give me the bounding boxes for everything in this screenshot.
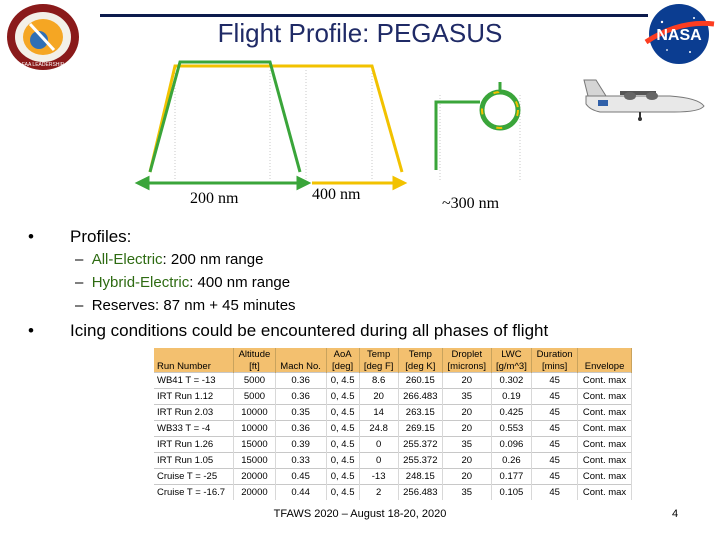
- table-cell: 20: [442, 469, 491, 485]
- all-electric-range-label: 200 nm: [190, 190, 239, 207]
- table-cell: 0.36: [275, 373, 326, 389]
- table-cell: 256.483: [398, 485, 442, 501]
- table-cell: 5000: [234, 389, 275, 405]
- table-cell: 0.302: [491, 373, 532, 389]
- table-cell: 0.096: [491, 437, 532, 453]
- table-cell: 0.425: [491, 405, 532, 421]
- table-cell: 10000: [234, 421, 275, 437]
- table-header-cell: [deg]: [326, 360, 359, 373]
- table-cell: 248.15: [398, 469, 442, 485]
- table-cell: Cruise T = -25: [154, 469, 234, 485]
- table-cell: 255.372: [398, 453, 442, 469]
- table-cell: 0.35: [275, 405, 326, 421]
- table-cell: 0.177: [491, 469, 532, 485]
- table-cell: 0, 4.5: [326, 373, 359, 389]
- table-cell: 0.36: [275, 421, 326, 437]
- table-header-cell: [mins]: [532, 360, 578, 373]
- aircraft-icon: [584, 80, 704, 121]
- table-cell: 0.44: [275, 485, 326, 501]
- table-cell: 0.26: [491, 453, 532, 469]
- reserve-profile-line: [436, 102, 480, 170]
- table-header-top-cell: Altitude: [234, 348, 275, 360]
- table-cell: Cruise T = -16.7: [154, 485, 234, 501]
- table-cell: 0, 4.5: [326, 453, 359, 469]
- table-cell: 0, 4.5: [326, 405, 359, 421]
- bullet-profiles: Profiles:: [70, 227, 132, 246]
- table-cell: Cont. max: [578, 373, 632, 389]
- table-header-top-cell: [578, 348, 632, 360]
- table-header-cell: Envelope: [578, 360, 632, 373]
- table-header-cell: Mach No.: [275, 360, 326, 373]
- table-cell: 2: [359, 485, 398, 501]
- table-cell: 20: [442, 373, 491, 389]
- table-row: [154, 389, 632, 405]
- table-cell: 45: [532, 389, 578, 405]
- table-header-top-cell: [275, 348, 326, 360]
- table-cell: 20000: [234, 469, 275, 485]
- icing-conditions-table-wrap: [154, 348, 632, 506]
- reserve-range-label: ~300 nm: [442, 195, 500, 212]
- holding-loop: [482, 92, 518, 128]
- highlight-all-electric: All-Electric: [91, 251, 163, 268]
- table-header-top-cell: [154, 348, 234, 360]
- table-cell: 10000: [234, 405, 275, 421]
- table-cell: 20000: [234, 485, 275, 501]
- table-row: [154, 405, 632, 421]
- table-header-cell: Run Number: [154, 360, 234, 373]
- table-cell: 24.8: [359, 421, 398, 437]
- table-cell: 0.33: [275, 453, 326, 469]
- table-cell: Cont. max: [578, 469, 632, 485]
- table-cell: WB33 T = -4: [154, 421, 234, 437]
- table-cell: 45: [532, 421, 578, 437]
- table-cell: 15000: [234, 453, 275, 469]
- table-cell: IRT Run 1.26: [154, 437, 234, 453]
- table-cell: 45: [532, 405, 578, 421]
- logo-text: FAA LEADERSHIP: [21, 62, 65, 68]
- table-cell: 260.15: [398, 373, 442, 389]
- table-cell: -13: [359, 469, 398, 485]
- table-cell: 8.6: [359, 373, 398, 389]
- table-cell: 0.105: [491, 485, 532, 501]
- table-cell: IRT Run 1.12: [154, 389, 234, 405]
- table-cell: 0, 4.5: [326, 421, 359, 437]
- table-cell: 35: [442, 485, 491, 501]
- table-cell: 255.372: [398, 437, 442, 453]
- table-cell: 20: [442, 453, 491, 469]
- table-cell: Cont. max: [578, 421, 632, 437]
- bullet-icing: Icing conditions could be encountered during all phases of flight: [70, 321, 549, 340]
- table-header-top-cell: Temp: [398, 348, 442, 360]
- table-cell: 20: [442, 405, 491, 421]
- table-cell: 0, 4.5: [326, 389, 359, 405]
- table-header-cell: [microns]: [442, 360, 491, 373]
- table-cell: 45: [532, 485, 578, 501]
- table-cell: 0.39: [275, 437, 326, 453]
- table-cell: 0, 4.5: [326, 437, 359, 453]
- table-cell: Cont. max: [578, 437, 632, 453]
- table-row: [154, 453, 632, 469]
- bullet-marker: •: [28, 321, 34, 340]
- footer-text: TFAWS 2020 – August 18-20, 2020: [273, 508, 447, 520]
- table-cell: 269.15: [398, 421, 442, 437]
- table-cell: 0.553: [491, 421, 532, 437]
- icing-conditions-table: [154, 348, 632, 500]
- table-cell: 0: [359, 453, 398, 469]
- table-cell: 0: [359, 437, 398, 453]
- nasa-logo-text: NASA: [656, 27, 702, 44]
- table-row: [154, 485, 632, 501]
- table-header-cell: [deg F]: [359, 360, 398, 373]
- slide-title: Flight Profile: PEGASUS: [217, 18, 503, 48]
- table-cell: 45: [532, 453, 578, 469]
- table-cell: IRT Run 1.05: [154, 453, 234, 469]
- table-row: [154, 421, 632, 437]
- table-cell: 20: [442, 421, 491, 437]
- table-cell: IRT Run 2.03: [154, 405, 234, 421]
- hybrid-range-label: 400 nm: [312, 186, 361, 203]
- table-cell: 0.19: [491, 389, 532, 405]
- subbullet-all-electric: – All-Electric: 200 nm range: [75, 251, 264, 268]
- table-cell: 45: [532, 437, 578, 453]
- table-row: [154, 437, 632, 453]
- table-row: [154, 469, 632, 485]
- table-cell: 15000: [234, 437, 275, 453]
- table-cell: 0, 4.5: [326, 469, 359, 485]
- table-header-top-cell: Duration: [532, 348, 578, 360]
- table-cell: 5000: [234, 373, 275, 389]
- table-cell: 0.45: [275, 469, 326, 485]
- table-cell: 20: [359, 389, 398, 405]
- table-header-cell: [ft]: [234, 360, 275, 373]
- table-cell: 35: [442, 437, 491, 453]
- table-header-top-cell: Temp: [359, 348, 398, 360]
- table-header-cell: [deg K]: [398, 360, 442, 373]
- table-header-top-cell: AoA: [326, 348, 359, 360]
- table-cell: 0, 4.5: [326, 485, 359, 501]
- table-cell: WB41 T = -13: [154, 373, 234, 389]
- table-cell: Cont. max: [578, 453, 632, 469]
- table-header-top-cell: Droplet: [442, 348, 491, 360]
- table-header-cell: [g/m^3]: [491, 360, 532, 373]
- table-header-top-cell: LWC: [491, 348, 532, 360]
- table-cell: 35: [442, 389, 491, 405]
- table-header-row-bottom: [154, 360, 632, 373]
- table-cell: 45: [532, 469, 578, 485]
- table-cell: 0.36: [275, 389, 326, 405]
- page-number: 4: [672, 508, 679, 520]
- table-cell: 263.15: [398, 405, 442, 421]
- subbullet-hybrid-electric: – Hybrid-Electric: 400 nm range: [75, 274, 291, 291]
- table-cell: Cont. max: [578, 485, 632, 501]
- subbullet-reserves: – Reserves: 87 nm + 45 minutes: [75, 297, 296, 314]
- table-header-row-top: [154, 348, 632, 360]
- table-row: [154, 373, 632, 389]
- table-cell: 266.483: [398, 389, 442, 405]
- table-cell: 45: [532, 373, 578, 389]
- table-cell: Cont. max: [578, 405, 632, 421]
- bullet-marker: •: [28, 227, 34, 246]
- table-cell: 14: [359, 405, 398, 421]
- highlight-hybrid-electric: Hybrid-Electric: [91, 274, 190, 291]
- table-cell: Cont. max: [578, 389, 632, 405]
